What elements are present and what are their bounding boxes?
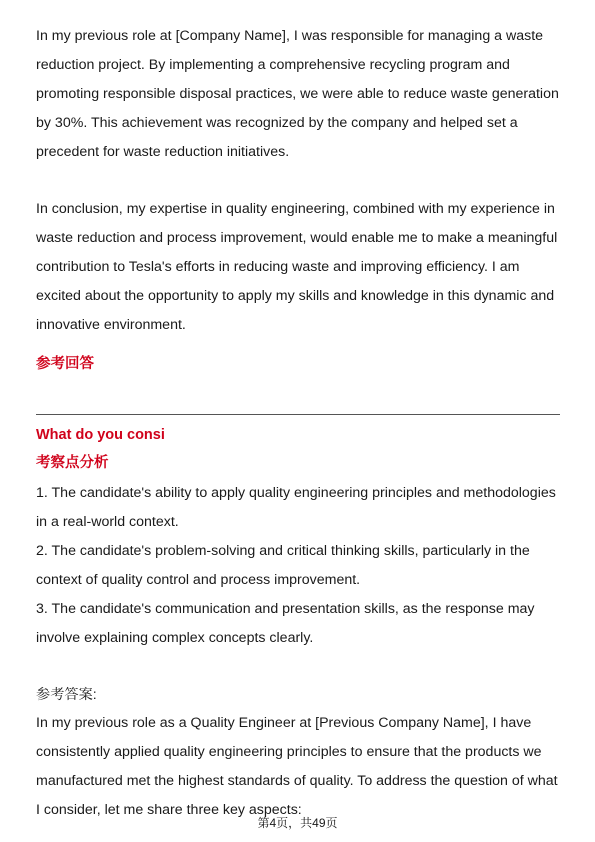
answer-paragraph: In my previous role as a Quality Engineer at [Previous Company Name], I have consistently applied quality engineering principles to ensure that the products we manufactured met the highest standards of quality. To address the question of what I consider, let me share three key aspects: [36,715,558,818]
analysis-point-1: 1. The candidate's ability to apply quality engineering principles and methodologies in a real-world context. [36,485,556,530]
paragraph-gap [36,167,560,195]
intro-paragraph-1: In my previous role at [Company Name], I was responsible for managing a waste reduction project. By implementing a comprehensive recycling program and promoting responsible disposal practices, we were able to reduce waste generation by 30%. This achievement was recognized by the company and helped set a precedent for waste reduction initiatives. [36,28,559,160]
analysis-point-3: 3. The candidate's communication and presentation skills, as the response may involve explaining complex concepts clearly. [36,601,535,646]
page-content [36,22,560,825]
analysis-heading: 考察点分析 [36,455,109,471]
analysis-point-2: 2. The candidate's problem-solving and critical thinking skills, particularly in the context of quality control and process improvement. [36,543,530,588]
reference-answer-heading: 参考回答 [36,356,94,372]
section-divider [36,414,560,415]
analysis-list [36,479,560,653]
answer-label: 参考答案: [36,687,97,703]
question-title: What do you consi [36,427,165,443]
intro-paragraph-2: In conclusion, my expertise in quality engineering, combined with my experience in waste reduction and process improvement, would enable me to make a meaningful contribution to Tesla's efforts in reducing waste and improving efficiency. I am excited about the opportunity to apply my skills and knowledge in this dynamic and innovative environment. [36,201,558,333]
page-number-footer: 第4页，共49页 [257,816,338,830]
